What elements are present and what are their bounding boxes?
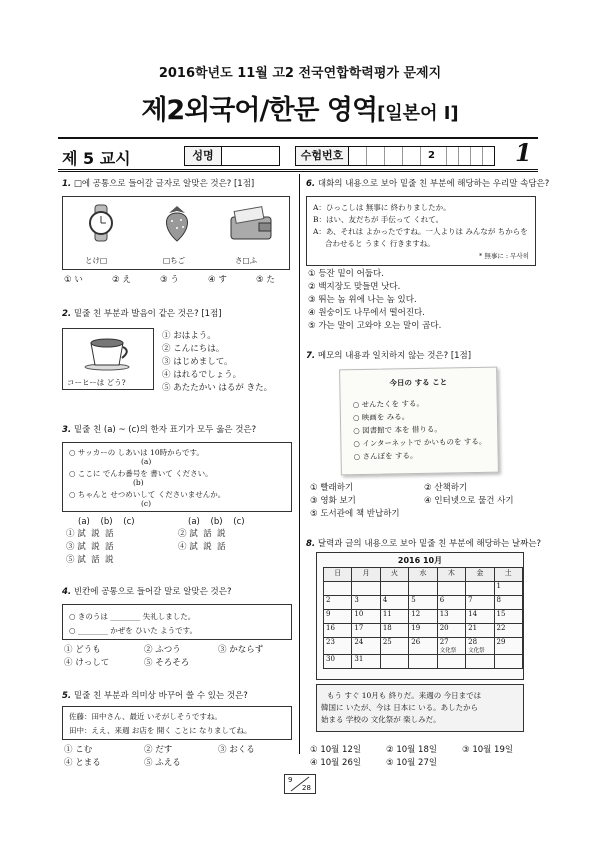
dialogue-box — [62, 706, 292, 740]
option[interactable]: ③ う — [160, 275, 179, 285]
question-8: 8. 달력과 글의 내용으로 보아 밑줄 친 부분에 해당하는 날짜는? — [306, 539, 542, 549]
option[interactable]: ⑤ そろそろ — [144, 658, 190, 668]
page-title — [0, 88, 600, 127]
option[interactable]: ① こむ — [64, 745, 93, 755]
exam-no-digit: 2 — [428, 150, 435, 161]
passage-line: もう すぐ 10月も 終りだ。来週の 今日までは — [327, 691, 482, 700]
q7-options — [310, 482, 538, 526]
divider — [58, 169, 538, 170]
sentence: 合わせると うまく 行きますね。 — [325, 239, 435, 248]
option[interactable]: ④ 인터넷으로 물건 사기 — [424, 496, 514, 506]
caption-3: さ□ふ — [235, 256, 258, 265]
calendar-week: 9 10 11 12 13 14 15 — [324, 610, 523, 624]
sentence: ○ きのうは ________ 失礼しました。 — [69, 612, 196, 621]
watch-icon — [81, 203, 121, 243]
option[interactable]: ③ 試 説 話 — [66, 542, 114, 552]
question-4: 4. 빈칸에 공통으로 들어갈 말로 알맞은 것은? — [62, 587, 232, 597]
q6-options — [308, 268, 536, 333]
option[interactable]: ⑤ 10월 27일 — [386, 758, 438, 768]
calendar-week: 30 31 — [324, 655, 523, 669]
option[interactable]: ① 10월 12일 — [310, 745, 362, 755]
question-5: 5. 밑줄 친 부분과 의미상 바꾸어 쓸 수 있는 것은? — [62, 691, 248, 701]
title-text: 제2외국어/한문 영역 — [141, 95, 378, 126]
digit-cell — [482, 147, 483, 165]
option[interactable]: ⑤ あたたかい はるが きた。 — [162, 383, 273, 393]
total-pages: 28 — [302, 784, 311, 792]
memo-list — [353, 396, 487, 463]
calendar-header-row: 日 月 火 水 木 金 土 — [324, 568, 523, 582]
festival-label: 文化祭 — [439, 648, 457, 654]
option[interactable]: ② 산책하기 — [424, 483, 468, 493]
sentence: 田中：ええ、来週 お店を 開く ことに なりましてね。 — [69, 726, 252, 735]
option[interactable]: ③ 뛰는 놈 위에 나는 놈 있다. — [308, 295, 417, 305]
option[interactable]: ④ 원숭이도 나무에서 떨어진다. — [308, 308, 425, 318]
passage-line: 始まる 学校の 文化祭が 楽しみだ。 — [321, 715, 441, 724]
footnote: * 無事に : 무사히 — [479, 252, 529, 260]
option[interactable]: ① 試 説 話 — [66, 529, 114, 539]
option[interactable]: ③ おくる — [218, 745, 255, 755]
digit-cell — [366, 147, 367, 165]
option[interactable]: ③ 영화 보기 — [310, 496, 356, 506]
current-page: 9 — [288, 776, 293, 784]
calendar-week: 16 17 18 19 20 21 22 — [324, 624, 523, 638]
wallet-icon — [229, 205, 273, 241]
option[interactable]: ④ す — [208, 275, 227, 285]
calendar-week: 1 — [324, 582, 523, 596]
q8-options — [310, 744, 538, 772]
sentence-box — [62, 442, 292, 512]
question-1: 1. □에 공통으로 들어갈 글자로 알맞은 것은? [1점] — [62, 179, 255, 189]
page-counter — [284, 774, 316, 794]
subtitle-text: [일본어 Ⅰ] — [377, 103, 459, 124]
memo-item: ○ 映画を みる。 — [352, 412, 410, 423]
divider — [58, 137, 538, 139]
sentence-box — [62, 604, 292, 640]
cup-caption: コーヒーは どう? — [67, 378, 126, 387]
digit-cell — [402, 147, 403, 165]
column-divider — [299, 174, 300, 754]
passage-box — [316, 684, 524, 732]
option[interactable]: ① どうも — [64, 645, 101, 655]
memo-note — [339, 367, 499, 476]
digit-cell — [420, 147, 421, 165]
digit-cell — [458, 147, 459, 165]
q5-options — [64, 744, 294, 772]
option[interactable]: ④ とまる — [64, 758, 101, 768]
question-3: 3. 밑줄 친 (a) ~ (c)의 한자 표기가 모두 옳은 것은? — [62, 425, 257, 435]
option[interactable]: ② 試 話 説 — [178, 529, 226, 539]
option-head: (a) (b) (c) — [188, 517, 245, 527]
calendar-week: 2 3 4 5 6 7 8 — [324, 596, 523, 610]
q4-options — [64, 644, 294, 672]
strawberry-icon — [159, 203, 195, 243]
sentence: A：ひっこしは 無事に 終わりましたか。 — [313, 203, 451, 212]
page-number: 1 — [515, 138, 532, 167]
option[interactable]: ⑤ 試 話 説 — [66, 555, 114, 565]
sentence: ○ サッカーの しあいは 10時からです。 — [69, 448, 204, 457]
option[interactable]: ⑤ ふえる — [144, 758, 181, 768]
calendar-title: 2016 10月 — [397, 556, 443, 565]
option[interactable]: ④ はれるでしょう。 — [162, 370, 242, 380]
name-label: 성명 — [184, 146, 222, 166]
sentence: ○ ここに でんわ番号を 書いて ください。 — [69, 469, 213, 478]
option[interactable]: ② え — [112, 275, 131, 285]
question-6: 6. 대화의 내용으로 보아 밑줄 친 부분에 해당하는 우리말 속담은? — [306, 179, 550, 189]
divider — [58, 171, 538, 172]
option[interactable]: ⑤ た — [256, 275, 275, 285]
marker: (a) — [141, 457, 152, 466]
option[interactable]: ② こんにちは。 — [162, 344, 225, 354]
sentence: 佐藤：田中さん、最近 いそがしそうですね。 — [69, 712, 222, 721]
q3-options — [66, 516, 296, 568]
passage-line: 韓国に いたが、今は 日本に いる。あしたから — [321, 703, 479, 712]
sentence: A：あ、それは よかったですね。一人よりは みんなが ちからを — [313, 227, 528, 236]
option[interactable]: ② だす — [144, 745, 173, 755]
caption-1: とけ□ — [85, 256, 108, 265]
option[interactable]: ③ かならず — [218, 645, 264, 655]
calendar-grid — [323, 567, 523, 669]
exam-header: 2016학년도 11월 고2 전국연합학력평가 문제지 — [158, 66, 442, 81]
sentence: ○ ________ かぜを ひいた ようです。 — [69, 626, 197, 635]
option[interactable]: ② 백지장도 맞들면 낫다. — [308, 282, 401, 292]
option[interactable]: ④ 10월 26일 — [310, 758, 362, 768]
option[interactable]: ⑤ 가는 말이 고와야 오는 말이 곱다. — [308, 321, 442, 331]
digit-cell — [470, 147, 471, 165]
option[interactable]: ③ 10월 19일 — [462, 745, 514, 755]
digit-cell — [384, 147, 385, 165]
option[interactable]: ⑤ 도서관에 책 반납하기 — [310, 509, 400, 519]
sentence: ○ ちゃんと せつめいして くださいませんか。 — [69, 490, 226, 499]
sentence: B：はい、友だちが 手伝って くれて。 — [313, 215, 444, 224]
festival-label: 文化祭 — [468, 648, 485, 654]
memo-item: ○ 図書館で 本を 借りる。 — [353, 424, 442, 436]
option[interactable]: ① 등잔 밑이 어둡다. — [308, 269, 384, 279]
caption-2: □ちご — [163, 256, 186, 265]
question-2: 2. 밑줄 친 부분과 발음이 같은 것은? [1점] — [62, 309, 222, 319]
calendar-week: 23 24 25 26 27 文化祭 28 文化祭 29 — [324, 638, 523, 655]
question-7: 7. 메모의 내용과 일치하지 않는 것은? [1점] — [306, 351, 472, 361]
memo-title: 今日の する こと — [389, 377, 448, 388]
memo-item: ○ インターネットで かいものを する。 — [353, 436, 487, 449]
period-label: 제 5 교시 — [62, 149, 131, 168]
option[interactable]: ④ けっして — [64, 658, 110, 668]
option[interactable]: ④ 試 説 話 — [178, 542, 226, 552]
picture-box — [62, 328, 154, 390]
option[interactable]: ② 10월 18일 — [386, 745, 438, 755]
marker: (b) — [133, 478, 144, 487]
picture-box — [62, 196, 290, 270]
option[interactable]: ① い — [64, 275, 83, 285]
memo-item: ○ さんぽを する。 — [353, 451, 418, 462]
exam-no-field[interactable] — [348, 146, 495, 166]
name-field[interactable] — [221, 146, 280, 166]
exam-no-label: 수험번호 — [295, 146, 349, 166]
option[interactable]: ① おはよう。 — [162, 331, 216, 341]
digit-cell — [446, 147, 447, 165]
option-head: (a) (b) (c) — [78, 517, 135, 527]
calendar — [316, 552, 524, 680]
memo-item: ○ せんたくを する。 — [352, 398, 425, 410]
option[interactable]: ③ はじめまして。 — [162, 357, 233, 367]
q2-options — [162, 330, 297, 395]
marker: (c) — [141, 499, 152, 508]
option[interactable]: ② ふつう — [144, 645, 181, 655]
coffee-cup-icon — [83, 333, 133, 371]
dialogue-box — [306, 196, 536, 266]
option[interactable]: ① 빨래하기 — [310, 483, 354, 493]
